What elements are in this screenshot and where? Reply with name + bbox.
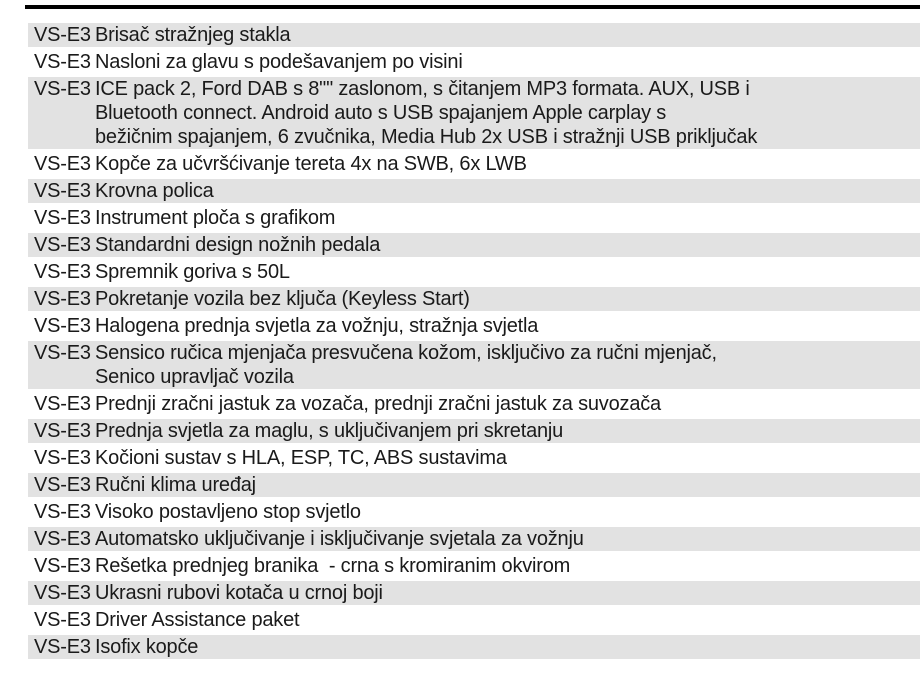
row-code: VS-E3 xyxy=(34,393,91,415)
description-line: Bluetooth connect. Android auto s USB spajanjem Apple carplay s xyxy=(95,102,667,124)
table-row xyxy=(28,23,920,47)
row-description xyxy=(95,314,920,338)
row-code: VS-E3 xyxy=(34,609,91,631)
table-row xyxy=(28,50,920,74)
table-row xyxy=(28,608,920,632)
row-description xyxy=(95,179,920,203)
table-row xyxy=(28,314,920,338)
description-line: Automatsko uključivanje i isključivanje svjetala za vožnju xyxy=(95,528,584,550)
description-line: Kopče za učvršćivanje tereta 4x na SWB, 6x LWB xyxy=(95,153,527,175)
table-row xyxy=(28,233,920,257)
row-description xyxy=(95,473,920,497)
row-description xyxy=(95,341,920,389)
table-row xyxy=(28,179,920,203)
table-row xyxy=(28,260,920,284)
description-line: Sensico ručica mjenjača presvučena kožom, isključivo za ručni mjenjač, xyxy=(95,342,717,364)
table-row xyxy=(28,581,920,605)
table-row xyxy=(28,527,920,551)
row-code: VS-E3 xyxy=(34,207,91,229)
row-description xyxy=(95,554,920,578)
row-description xyxy=(95,287,920,311)
row-code: VS-E3 xyxy=(34,420,91,442)
row-description xyxy=(95,581,920,605)
description-line: Standardni design nožnih pedala xyxy=(95,234,381,256)
row-code: VS-E3 xyxy=(34,78,91,100)
row-code: VS-E3 xyxy=(34,447,91,469)
row-description xyxy=(95,608,920,632)
row-description xyxy=(95,419,920,443)
description-line: Brisač stražnjeg stakla xyxy=(95,24,291,46)
description-line: Ukrasni rubovi kotača u crnoj boji xyxy=(95,582,383,604)
row-code: VS-E3 xyxy=(34,234,91,256)
description-line: Krovna polica xyxy=(95,180,214,202)
table-row xyxy=(28,341,920,389)
table-row xyxy=(28,554,920,578)
description-line: Driver Assistance paket xyxy=(95,609,300,631)
table-row xyxy=(28,152,920,176)
table-row xyxy=(28,473,920,497)
table-row xyxy=(28,500,920,524)
row-code: VS-E3 xyxy=(34,51,91,73)
table-row xyxy=(28,77,920,149)
row-code: VS-E3 xyxy=(34,180,91,202)
row-code: VS-E3 xyxy=(34,288,91,310)
description-line: Nasloni za glavu s podešavanjem po visini xyxy=(95,51,463,73)
row-code: VS-E3 xyxy=(34,261,91,283)
table-top-rule xyxy=(25,5,920,9)
description-line: Pokretanje vozila bez ključa (Keyless Start) xyxy=(95,288,470,310)
description-line: Spremnik goriva s 50L xyxy=(95,261,290,283)
description-line: Isofix kopče xyxy=(95,636,199,658)
row-description xyxy=(95,527,920,551)
equipment-table xyxy=(28,23,920,662)
description-line: ICE pack 2, Ford DAB s 8"" zaslonom, s čitanjem MP3 formata. AUX, USB i xyxy=(95,78,750,100)
description-line: bežičnim spajanjem, 6 zvučnika, Media Hub 2x USB i stražnji USB priključak xyxy=(95,126,758,148)
table-row xyxy=(28,287,920,311)
table-row xyxy=(28,419,920,443)
row-description xyxy=(95,50,920,74)
row-description xyxy=(95,635,920,659)
description-line: Prednja svjetla za maglu, s uključivanjem pri skretanju xyxy=(95,420,564,442)
row-description xyxy=(95,392,920,416)
description-line: Prednji zračni jastuk za vozača, prednji zračni jastuk za suvozača xyxy=(95,393,661,415)
table-row xyxy=(28,635,920,659)
description-line: Senico upravljač vozila xyxy=(95,366,294,388)
row-code: VS-E3 xyxy=(34,555,91,577)
description-line: Rešetka prednjeg branika - crna s kromiranim okvirom xyxy=(95,555,571,577)
row-description xyxy=(95,446,920,470)
description-line: Instrument ploča s grafikom xyxy=(95,207,336,229)
row-code: VS-E3 xyxy=(34,315,91,337)
row-code: VS-E3 xyxy=(34,474,91,496)
row-code: VS-E3 xyxy=(34,582,91,604)
description-line: Halogena prednja svjetla za vožnju, stražnja svjetla xyxy=(95,315,539,337)
row-code: VS-E3 xyxy=(34,501,91,523)
row-code: VS-E3 xyxy=(34,342,91,364)
description-line: Ručni klima uređaj xyxy=(95,474,256,496)
row-code: VS-E3 xyxy=(34,528,91,550)
description-line: Visoko postavljeno stop svjetlo xyxy=(95,501,361,523)
table-row xyxy=(28,392,920,416)
row-description xyxy=(95,260,920,284)
row-description xyxy=(95,152,920,176)
row-description xyxy=(95,23,920,47)
table-row xyxy=(28,206,920,230)
table-row xyxy=(28,446,920,470)
row-code: VS-E3 xyxy=(34,24,91,46)
row-description xyxy=(95,206,920,230)
row-code: VS-E3 xyxy=(34,636,91,658)
row-description xyxy=(95,77,920,149)
description-line: Kočioni sustav s HLA, ESP, TC, ABS sustavima xyxy=(95,447,507,469)
row-description xyxy=(95,500,920,524)
row-description xyxy=(95,233,920,257)
row-code: VS-E3 xyxy=(34,153,91,175)
